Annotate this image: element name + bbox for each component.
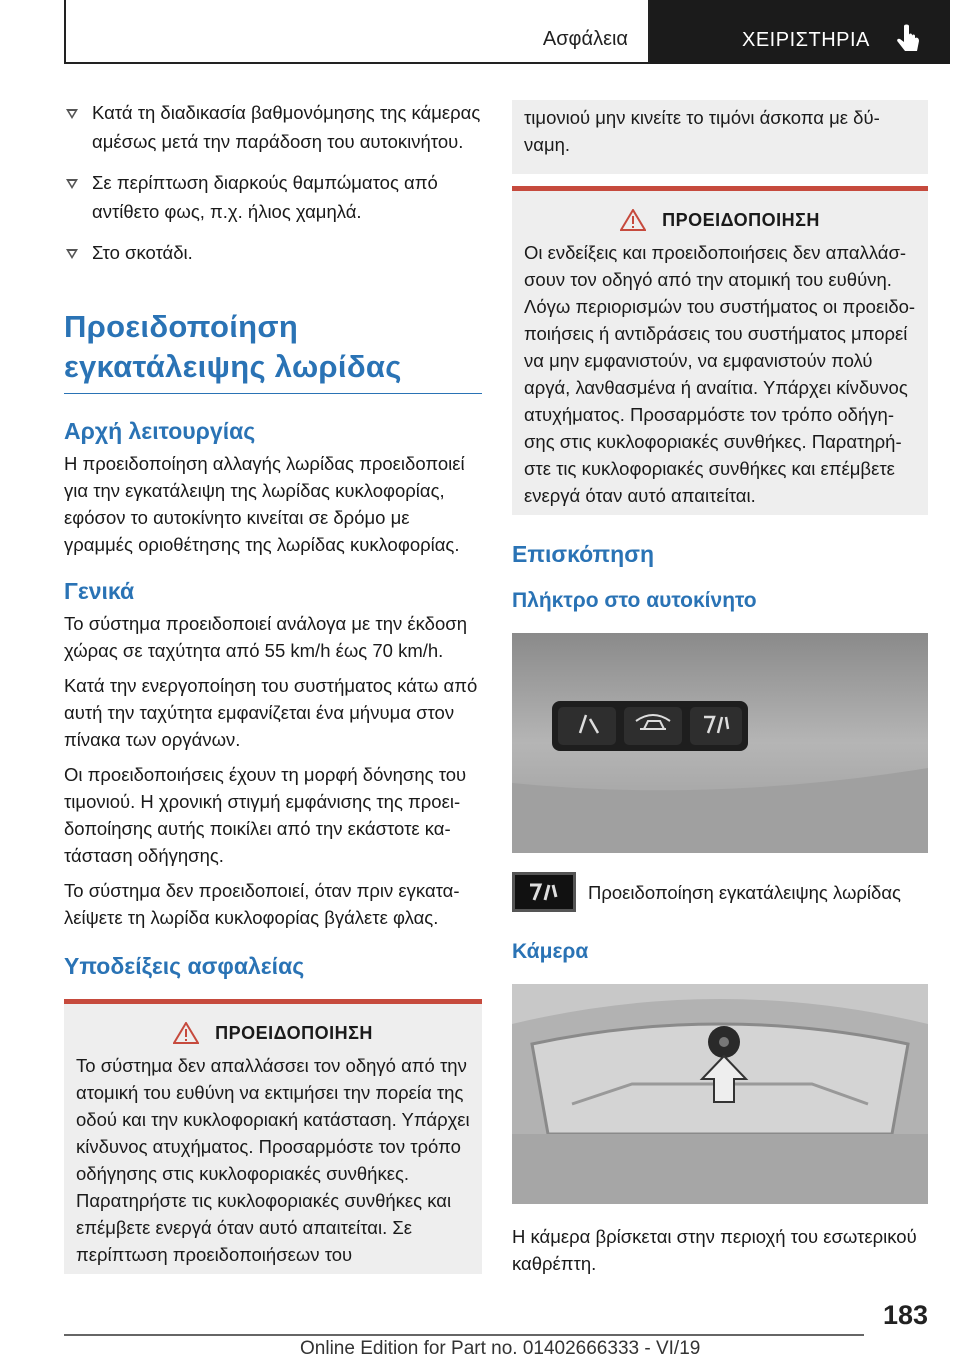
page-number: 183 bbox=[882, 1300, 928, 1330]
warning-title: ΠΡΟΕΙΔΟΠΟΙΗΣΗ bbox=[215, 1022, 373, 1043]
general-paragraph: Κατά την ενεργοποίηση του συστήματος κάτω από αυτή την ταχύτητα εμφανίζεται ένα μήνυμα στον πίνακα των οργάνων. bbox=[64, 675, 478, 750]
triangle-bullet-icon bbox=[66, 249, 78, 259]
warning-box bbox=[64, 999, 482, 1274]
bullet-text: Κατά τη διαδικασία βαθμονόμησης της κάμερας αμέσως μετά την παράδοση του αυτοκινήτου. bbox=[92, 102, 481, 152]
camera-heading: Κάμερα bbox=[512, 940, 589, 963]
header-chapter-tab bbox=[650, 0, 950, 64]
general-paragraph: Οι προειδοποιήσεις έχουν τη μορφή δόνησης του τιμονιού. Η χρονική στιγμή εμφάνισης της προειδοποίησης αυτής ποικίλει από την εκάστοτε κατάσταση οδήγησης. bbox=[64, 764, 467, 866]
warning-triangle-icon bbox=[173, 1022, 199, 1044]
bullet-text: Σε περίπτωση διαρκούς θαμπώματος από αντίθετο φως, π.χ. ήλιος χαμηλά. bbox=[92, 172, 438, 222]
warning-continuation-text: τιμονιού μην κινείτε το τιμόνι άσκοπα με δύναμη. bbox=[524, 107, 880, 155]
camera-photo bbox=[512, 984, 928, 1204]
bullet-item bbox=[64, 98, 482, 156]
overview-heading: Επισκόπηση bbox=[512, 541, 654, 567]
triangle-bullet-icon bbox=[66, 109, 78, 119]
warning-text: Οι ενδείξεις και προειδοποιήσεις δεν απαλλάσσουν τον οδηγό από την ατομική του ευθύνη. Λόγω περιορισμών του συστήματος οι προειδοποιήσεις ή αντιδράσεις του συστήματος μπορεί να μην εμφανιστούν, να εμφανιστούν πολύ αργά, λανθασμένα ή αναίτια. Υπάρχει κίνδυνος ατυχήματος. Προσαρμόστε τον τρόπο οδήγησης στις κυκλοφοριακές συνθήκες. Παρατηρήστε τις κυκλοφοριακές συνθήκες και επέμβετε ενεργά όταν αυτό απαιτείται. bbox=[524, 242, 916, 506]
bullet-text: Στο σκοτάδι. bbox=[92, 242, 193, 263]
general-paragraph: Το σύστημα προειδοποιεί ανάλογα με την έκδοση χώρας σε ταχύτητα από 55 km/h έως 70 km/h. bbox=[64, 613, 467, 661]
header-chapter-title: ΧΕΙΡΙΣΤΗΡΙΑ bbox=[742, 29, 870, 51]
warning-continuation-box bbox=[512, 100, 928, 174]
general-paragraph: Το σύστημα δεν προειδοποιεί, όταν πριν εγκαταλείψετε τη λωρίδα κυκλοφορίας βγάλετε φλας. bbox=[64, 880, 460, 928]
header-section-box bbox=[64, 0, 650, 64]
warning-triangle-icon bbox=[620, 209, 646, 231]
bullet-item bbox=[64, 238, 482, 267]
triangle-bullet-icon bbox=[66, 179, 78, 189]
principle-heading: Αρχή λειτουργίας bbox=[64, 418, 256, 444]
warning-title: ΠΡΟΕΙΔΟΠΟΙΗΣΗ bbox=[662, 209, 820, 230]
lane-departure-button-icon bbox=[512, 872, 576, 912]
warning-box bbox=[512, 186, 928, 515]
button-heading: Πλήκτρο στο αυτοκίνητο bbox=[512, 589, 757, 612]
general-heading: Γενικά bbox=[64, 578, 135, 604]
header-section-title: Ασφάλεια bbox=[542, 28, 628, 50]
warning-text: Το σύστημα δεν απαλλάσσει τον οδηγό από την ατομική του ευθύνη να εκτιμήσει την πορεία της οδού και την κυκλοφοριακή κατάσταση. Υπάρχει κίνδυνος ατυχήματος. Προσαρμόστε τον τρόπο οδήγησης στις κυκλοφοριακές συνθήκες. Παρατηρήστε τις κυκλοφοριακές συνθήκες και επέμβετε ενεργά όταν αυτό απαιτείται. Σε περίπτωση προειδοποιήσεων του bbox=[76, 1055, 470, 1265]
left-column bbox=[64, 98, 482, 1274]
section-heading: Προειδοποίηση εγκατάλειψης λωρίδας bbox=[64, 307, 482, 394]
camera-caption: Η κάμερα βρίσκεται στην περιοχή του εσωτερικού καθρέπτη. bbox=[512, 1226, 917, 1274]
safety-heading: Υποδείξεις ασφαλείας bbox=[64, 953, 305, 979]
right-column bbox=[512, 100, 928, 1277]
principle-text: Η προειδοποίηση αλλαγής λωρίδας προειδοποιεί για την εγκατάλειψη της λωρίδας κυκλοφορίας, εφόσον το αυτοκίνητο κινείται σε δρόμο με γραμμές οριοθέτησης της λωρίδας κυκλοφορίας. bbox=[64, 453, 465, 555]
pointing-hand-icon bbox=[890, 22, 926, 58]
button-photo bbox=[512, 633, 928, 853]
bullet-item bbox=[64, 168, 482, 226]
footer-edition-text: Online Edition for Part no. 01402666333 - VI/19 bbox=[300, 1338, 701, 1359]
button-caption: Προειδοποίηση εγκατάλειψης λωρίδας bbox=[588, 881, 901, 903]
button-caption-row bbox=[512, 872, 928, 912]
footer-divider bbox=[64, 1334, 864, 1336]
